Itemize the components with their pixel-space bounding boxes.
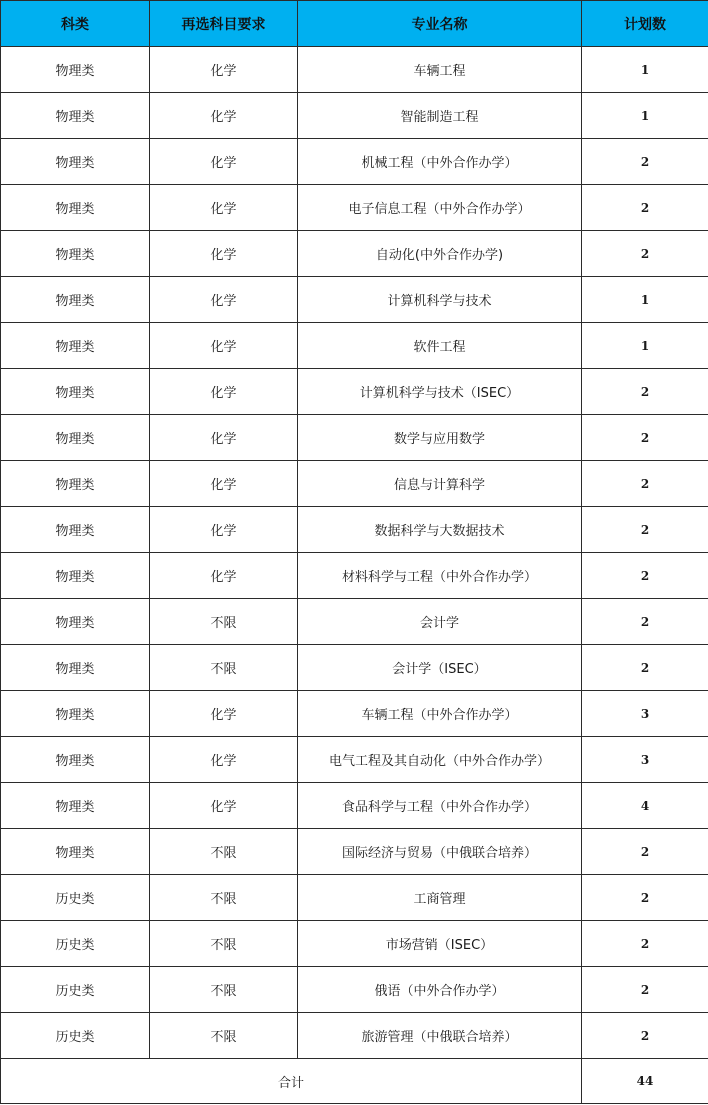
table-row [1,415,708,461]
cell-count: 4 [582,783,708,829]
cell-major: 会计学（ISEC） [298,645,582,691]
cell-category: 物理类 [1,47,150,93]
cell-major: 车辆工程（中外合作办学） [298,691,582,737]
cell-category: 物理类 [1,139,150,185]
cell-category: 物理类 [1,829,150,875]
cell-requirement: 化学 [150,783,298,829]
header-requirement: 再选科目要求 [150,1,298,47]
cell-major: 计算机科学与技术（ISEC） [298,369,582,415]
cell-major: 工商管理 [298,875,582,921]
cell-major: 计算机科学与技术 [298,277,582,323]
table-footer [1,1059,708,1104]
table-row [1,277,708,323]
cell-requirement: 不限 [150,599,298,645]
cell-major: 数学与应用数学 [298,415,582,461]
table-row [1,553,708,599]
cell-count: 1 [582,323,708,369]
cell-major: 机械工程（中外合作办学） [298,139,582,185]
table-row [1,875,708,921]
cell-category: 物理类 [1,507,150,553]
header-category: 科类 [1,1,150,47]
table-header [1,1,708,47]
cell-category: 历史类 [1,1013,150,1059]
cell-requirement: 不限 [150,967,298,1013]
cell-count: 2 [582,507,708,553]
cell-major: 电子信息工程（中外合作办学） [298,185,582,231]
table-row [1,231,708,277]
cell-major: 材料科学与工程（中外合作办学） [298,553,582,599]
table-row [1,691,708,737]
cell-major: 国际经济与贸易（中俄联合培养） [298,829,582,875]
cell-count: 2 [582,231,708,277]
table-row [1,829,708,875]
cell-count: 3 [582,691,708,737]
cell-count: 2 [582,967,708,1013]
cell-category: 物理类 [1,369,150,415]
cell-requirement: 化学 [150,93,298,139]
cell-requirement: 化学 [150,461,298,507]
cell-category: 物理类 [1,277,150,323]
cell-requirement: 化学 [150,139,298,185]
cell-requirement: 不限 [150,921,298,967]
cell-major: 车辆工程 [298,47,582,93]
cell-major: 数据科学与大数据技术 [298,507,582,553]
table-row [1,737,708,783]
cell-category: 物理类 [1,323,150,369]
table-row [1,599,708,645]
table-row [1,645,708,691]
cell-requirement: 化学 [150,277,298,323]
cell-count: 2 [582,185,708,231]
cell-requirement: 化学 [150,507,298,553]
cell-count: 2 [582,1013,708,1059]
cell-requirement: 化学 [150,553,298,599]
cell-count: 3 [582,737,708,783]
table-row [1,93,708,139]
table-row [1,139,708,185]
table-row [1,323,708,369]
cell-category: 物理类 [1,415,150,461]
cell-requirement: 化学 [150,369,298,415]
cell-category: 历史类 [1,921,150,967]
cell-count: 1 [582,47,708,93]
table-row [1,461,708,507]
table-row [1,507,708,553]
cell-count: 2 [582,829,708,875]
cell-category: 物理类 [1,645,150,691]
cell-major: 市场营销（ISEC） [298,921,582,967]
cell-count: 2 [582,415,708,461]
cell-count: 1 [582,93,708,139]
header-row [1,1,708,47]
cell-requirement: 化学 [150,185,298,231]
cell-requirement: 化学 [150,323,298,369]
table-body [1,47,708,1059]
cell-major: 信息与计算科学 [298,461,582,507]
cell-requirement: 化学 [150,47,298,93]
table-row [1,47,708,93]
cell-count: 2 [582,645,708,691]
cell-category: 物理类 [1,553,150,599]
cell-category: 历史类 [1,967,150,1013]
cell-requirement: 化学 [150,691,298,737]
cell-major: 自动化(中外合作办学) [298,231,582,277]
cell-category: 物理类 [1,599,150,645]
cell-count: 2 [582,139,708,185]
cell-requirement: 不限 [150,1013,298,1059]
cell-category: 物理类 [1,461,150,507]
cell-category: 物理类 [1,783,150,829]
cell-requirement: 不限 [150,645,298,691]
header-count: 计划数 [582,1,708,47]
table-row [1,783,708,829]
table-row [1,967,708,1013]
cell-requirement: 化学 [150,737,298,783]
cell-category: 物理类 [1,185,150,231]
cell-category: 物理类 [1,93,150,139]
cell-requirement: 化学 [150,231,298,277]
table-row [1,1013,708,1059]
cell-count: 2 [582,553,708,599]
table-row [1,921,708,967]
cell-requirement: 不限 [150,829,298,875]
cell-count: 2 [582,875,708,921]
cell-major: 食品科学与工程（中外合作办学） [298,783,582,829]
cell-category: 物理类 [1,737,150,783]
header-major: 专业名称 [298,1,582,47]
cell-count: 2 [582,599,708,645]
cell-major: 会计学 [298,599,582,645]
table-row [1,369,708,415]
cell-major: 电气工程及其自动化（中外合作办学） [298,737,582,783]
cell-major: 旅游管理（中俄联合培养） [298,1013,582,1059]
cell-major: 软件工程 [298,323,582,369]
total-label: 合计 [1,1059,582,1104]
total-count: 44 [582,1059,708,1104]
table-row [1,185,708,231]
cell-major: 俄语（中外合作办学） [298,967,582,1013]
cell-category: 历史类 [1,875,150,921]
cell-count: 2 [582,461,708,507]
cell-major: 智能制造工程 [298,93,582,139]
cell-category: 物理类 [1,231,150,277]
cell-count: 1 [582,277,708,323]
cell-category: 物理类 [1,691,150,737]
cell-requirement: 不限 [150,875,298,921]
cell-requirement: 化学 [150,415,298,461]
cell-count: 2 [582,369,708,415]
total-row [1,1059,708,1104]
cell-count: 2 [582,921,708,967]
